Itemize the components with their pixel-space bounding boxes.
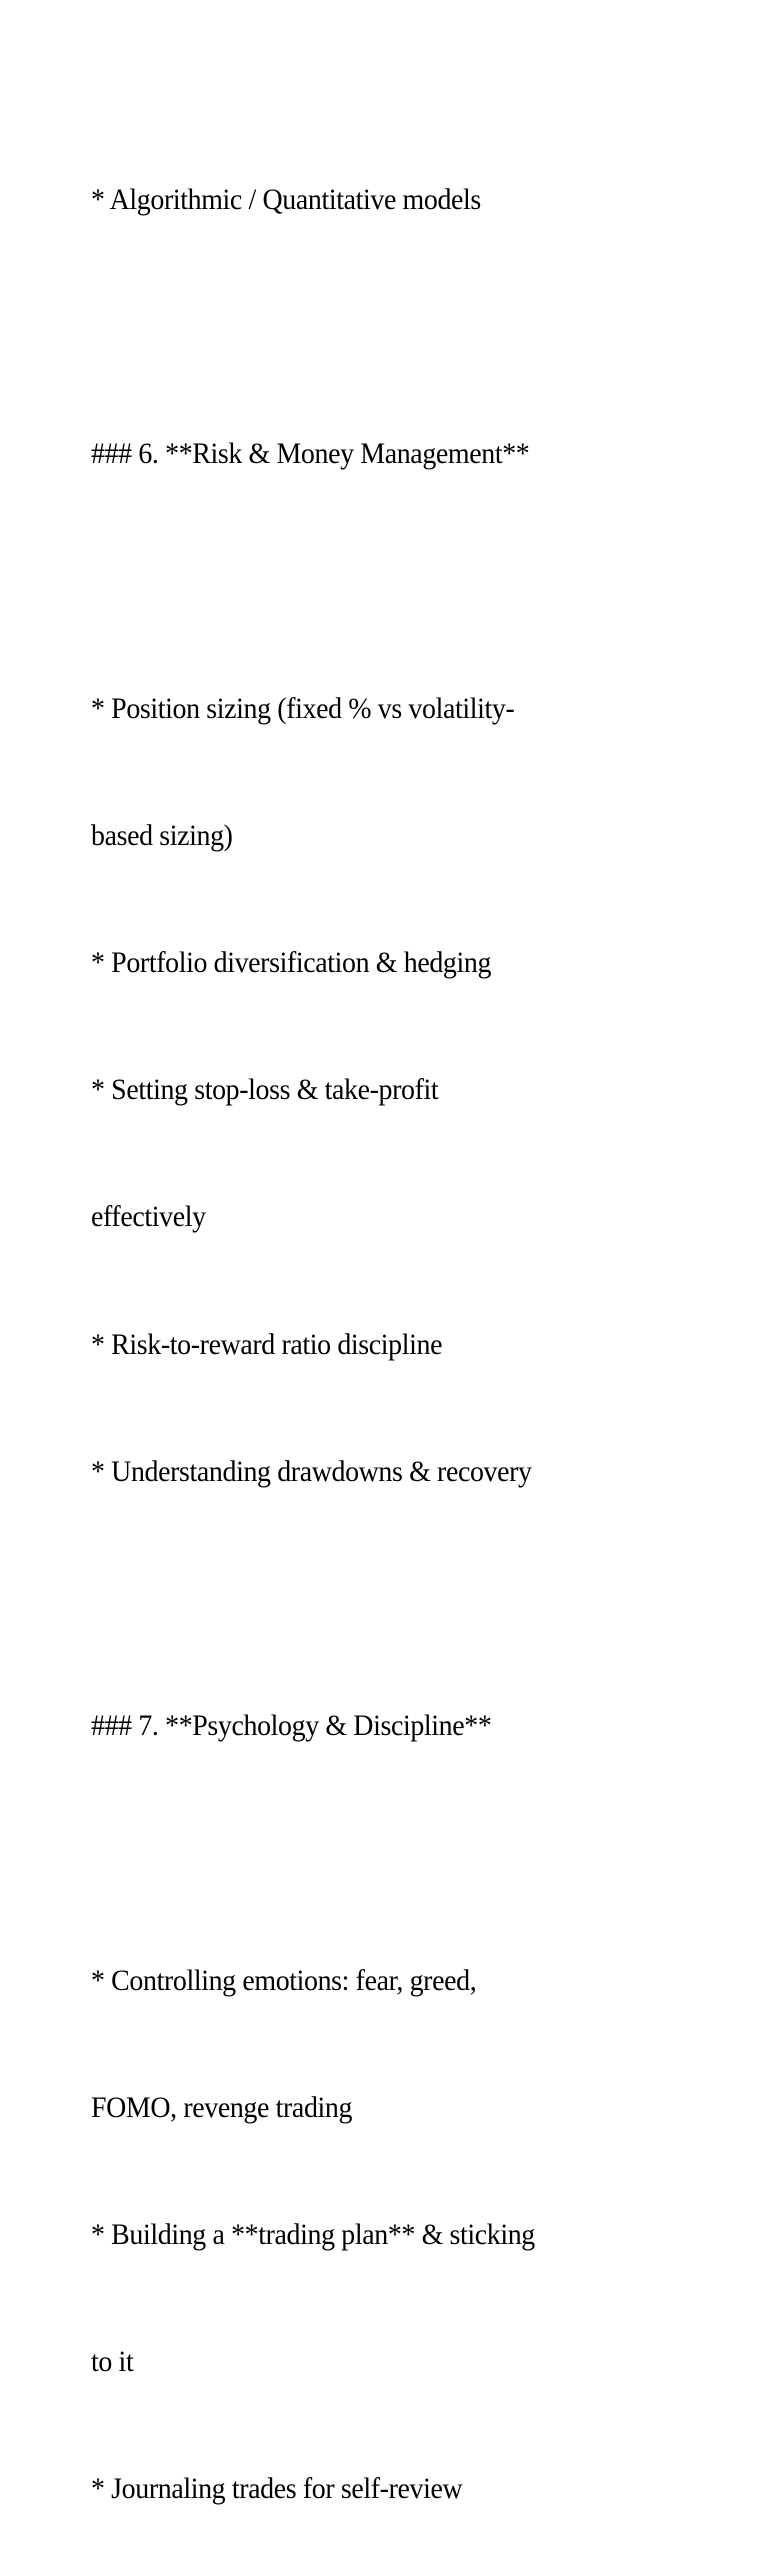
bullet-stop-loss-take-profit: * Setting stop-loss & take-profit <box>91 1073 439 1107</box>
blank-line <box>91 306 649 348</box>
bullet-trading-plan: * Building a **trading plan** & sticking <box>91 2218 535 2252</box>
bullet-drawdowns-recovery: * Understanding drawdowns & recovery <box>91 1454 532 1488</box>
bullet-algorithmic-models: * Algorithmic / Quantitative models <box>91 182 481 216</box>
blank-line <box>91 560 649 602</box>
bullet-journaling-trades: * Journaling trades for self-review <box>91 2472 463 2506</box>
bullet-position-sizing: * Position sizing (fixed % vs volatility- <box>91 691 515 725</box>
bullet-trading-plan-continued: to it <box>91 2345 134 2379</box>
bullet-risk-to-reward: * Risk-to-reward ratio discipline <box>91 1327 443 1361</box>
bullet-stop-loss-take-profit-continued: effectively <box>91 1200 206 1234</box>
bullet-controlling-emotions: * Controlling emotions: fear, greed, <box>91 1963 477 1997</box>
blank-line <box>91 1832 649 1874</box>
document-page <box>91 94 649 2553</box>
bullet-controlling-emotions-continued: FOMO, revenge trading <box>91 2090 353 2124</box>
blank-line <box>91 1578 649 1620</box>
bullet-position-sizing-continued: based sizing) <box>91 818 233 852</box>
heading-risk-money-management: ### 6. **Risk & Money Management** <box>91 437 530 471</box>
heading-psychology-discipline: ### 7. **Psychology & Discipline** <box>91 1709 492 1743</box>
bullet-portfolio-diversification: * Portfolio diversification & hedging <box>91 946 492 980</box>
